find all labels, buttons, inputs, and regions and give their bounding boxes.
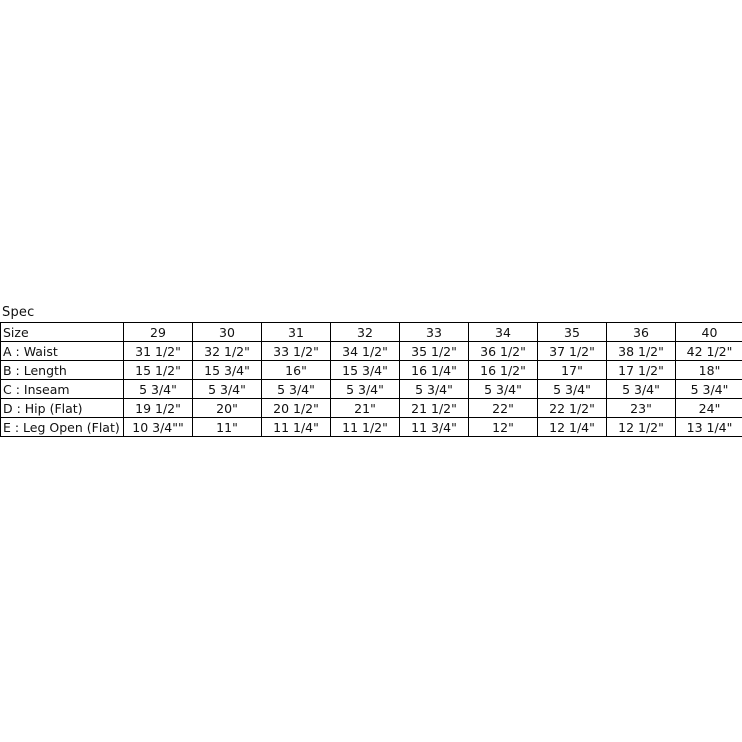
table-row xyxy=(1,342,742,361)
value-cell: 36 1/2" xyxy=(469,342,538,361)
value-cell: 42 1/2" xyxy=(676,342,742,361)
size-header-cell: 31 xyxy=(262,323,331,342)
value-cell: 11 3/4" xyxy=(400,418,469,437)
value-cell: 20 1/2" xyxy=(262,399,331,418)
value-cell: 33 1/2" xyxy=(262,342,331,361)
size-header-cell: 40 xyxy=(676,323,742,342)
value-cell: 32 1/2" xyxy=(193,342,262,361)
size-spec-table xyxy=(0,322,742,437)
row-label-cell: B : Length xyxy=(1,361,124,380)
table-row xyxy=(1,418,742,437)
value-cell: 15 3/4" xyxy=(331,361,400,380)
value-cell: 19 1/2" xyxy=(124,399,193,418)
value-cell: 5 3/4" xyxy=(124,380,193,399)
value-cell: 5 3/4" xyxy=(676,380,742,399)
value-cell: 34 1/2" xyxy=(331,342,400,361)
table-row xyxy=(1,380,742,399)
value-cell: 5 3/4" xyxy=(400,380,469,399)
value-cell: 15 3/4" xyxy=(193,361,262,380)
value-cell: 18" xyxy=(676,361,742,380)
value-cell: 37 1/2" xyxy=(538,342,607,361)
value-cell: 16" xyxy=(262,361,331,380)
value-cell: 20" xyxy=(193,399,262,418)
value-cell: 11" xyxy=(193,418,262,437)
value-cell: 12 1/2" xyxy=(607,418,676,437)
table-row xyxy=(1,361,742,380)
value-cell: 31 1/2" xyxy=(124,342,193,361)
row-label-cell: C : Inseam xyxy=(1,380,124,399)
size-header-cell: 34 xyxy=(469,323,538,342)
size-header-cell: 30 xyxy=(193,323,262,342)
value-cell: 5 3/4" xyxy=(331,380,400,399)
value-cell: 23" xyxy=(607,399,676,418)
value-cell: 11 1/4" xyxy=(262,418,331,437)
row-label-cell: E : Leg Open (Flat) xyxy=(1,418,124,437)
row-label-cell: D : Hip (Flat) xyxy=(1,399,124,418)
value-cell: 35 1/2" xyxy=(400,342,469,361)
size-header-cell: 33 xyxy=(400,323,469,342)
value-cell: 11 1/2" xyxy=(331,418,400,437)
value-cell: 21" xyxy=(331,399,400,418)
value-cell: 38 1/2" xyxy=(607,342,676,361)
value-cell: 16 1/4" xyxy=(400,361,469,380)
row-label-cell: A : Waist xyxy=(1,342,124,361)
value-cell: 5 3/4" xyxy=(469,380,538,399)
value-cell: 17 1/2" xyxy=(607,361,676,380)
value-cell: 5 3/4" xyxy=(193,380,262,399)
size-header-cell: 29 xyxy=(124,323,193,342)
table-header-row xyxy=(1,323,742,342)
table-row xyxy=(1,399,742,418)
value-cell: 21 1/2" xyxy=(400,399,469,418)
value-cell: 22" xyxy=(469,399,538,418)
value-cell: 13 1/4" xyxy=(676,418,742,437)
size-header-cell: 32 xyxy=(331,323,400,342)
value-cell: 5 3/4" xyxy=(262,380,331,399)
size-header-cell: 36 xyxy=(607,323,676,342)
value-cell: 17" xyxy=(538,361,607,380)
value-cell: 15 1/2" xyxy=(124,361,193,380)
value-cell: 16 1/2" xyxy=(469,361,538,380)
spec-title: Spec xyxy=(2,305,35,320)
size-header-cell: 35 xyxy=(538,323,607,342)
value-cell: 5 3/4" xyxy=(538,380,607,399)
value-cell: 22 1/2" xyxy=(538,399,607,418)
value-cell: 12" xyxy=(469,418,538,437)
value-cell: 5 3/4" xyxy=(607,380,676,399)
header-label-cell: Size xyxy=(1,323,124,342)
value-cell: 10 3/4"" xyxy=(124,418,193,437)
value-cell: 12 1/4" xyxy=(538,418,607,437)
value-cell: 24" xyxy=(676,399,742,418)
